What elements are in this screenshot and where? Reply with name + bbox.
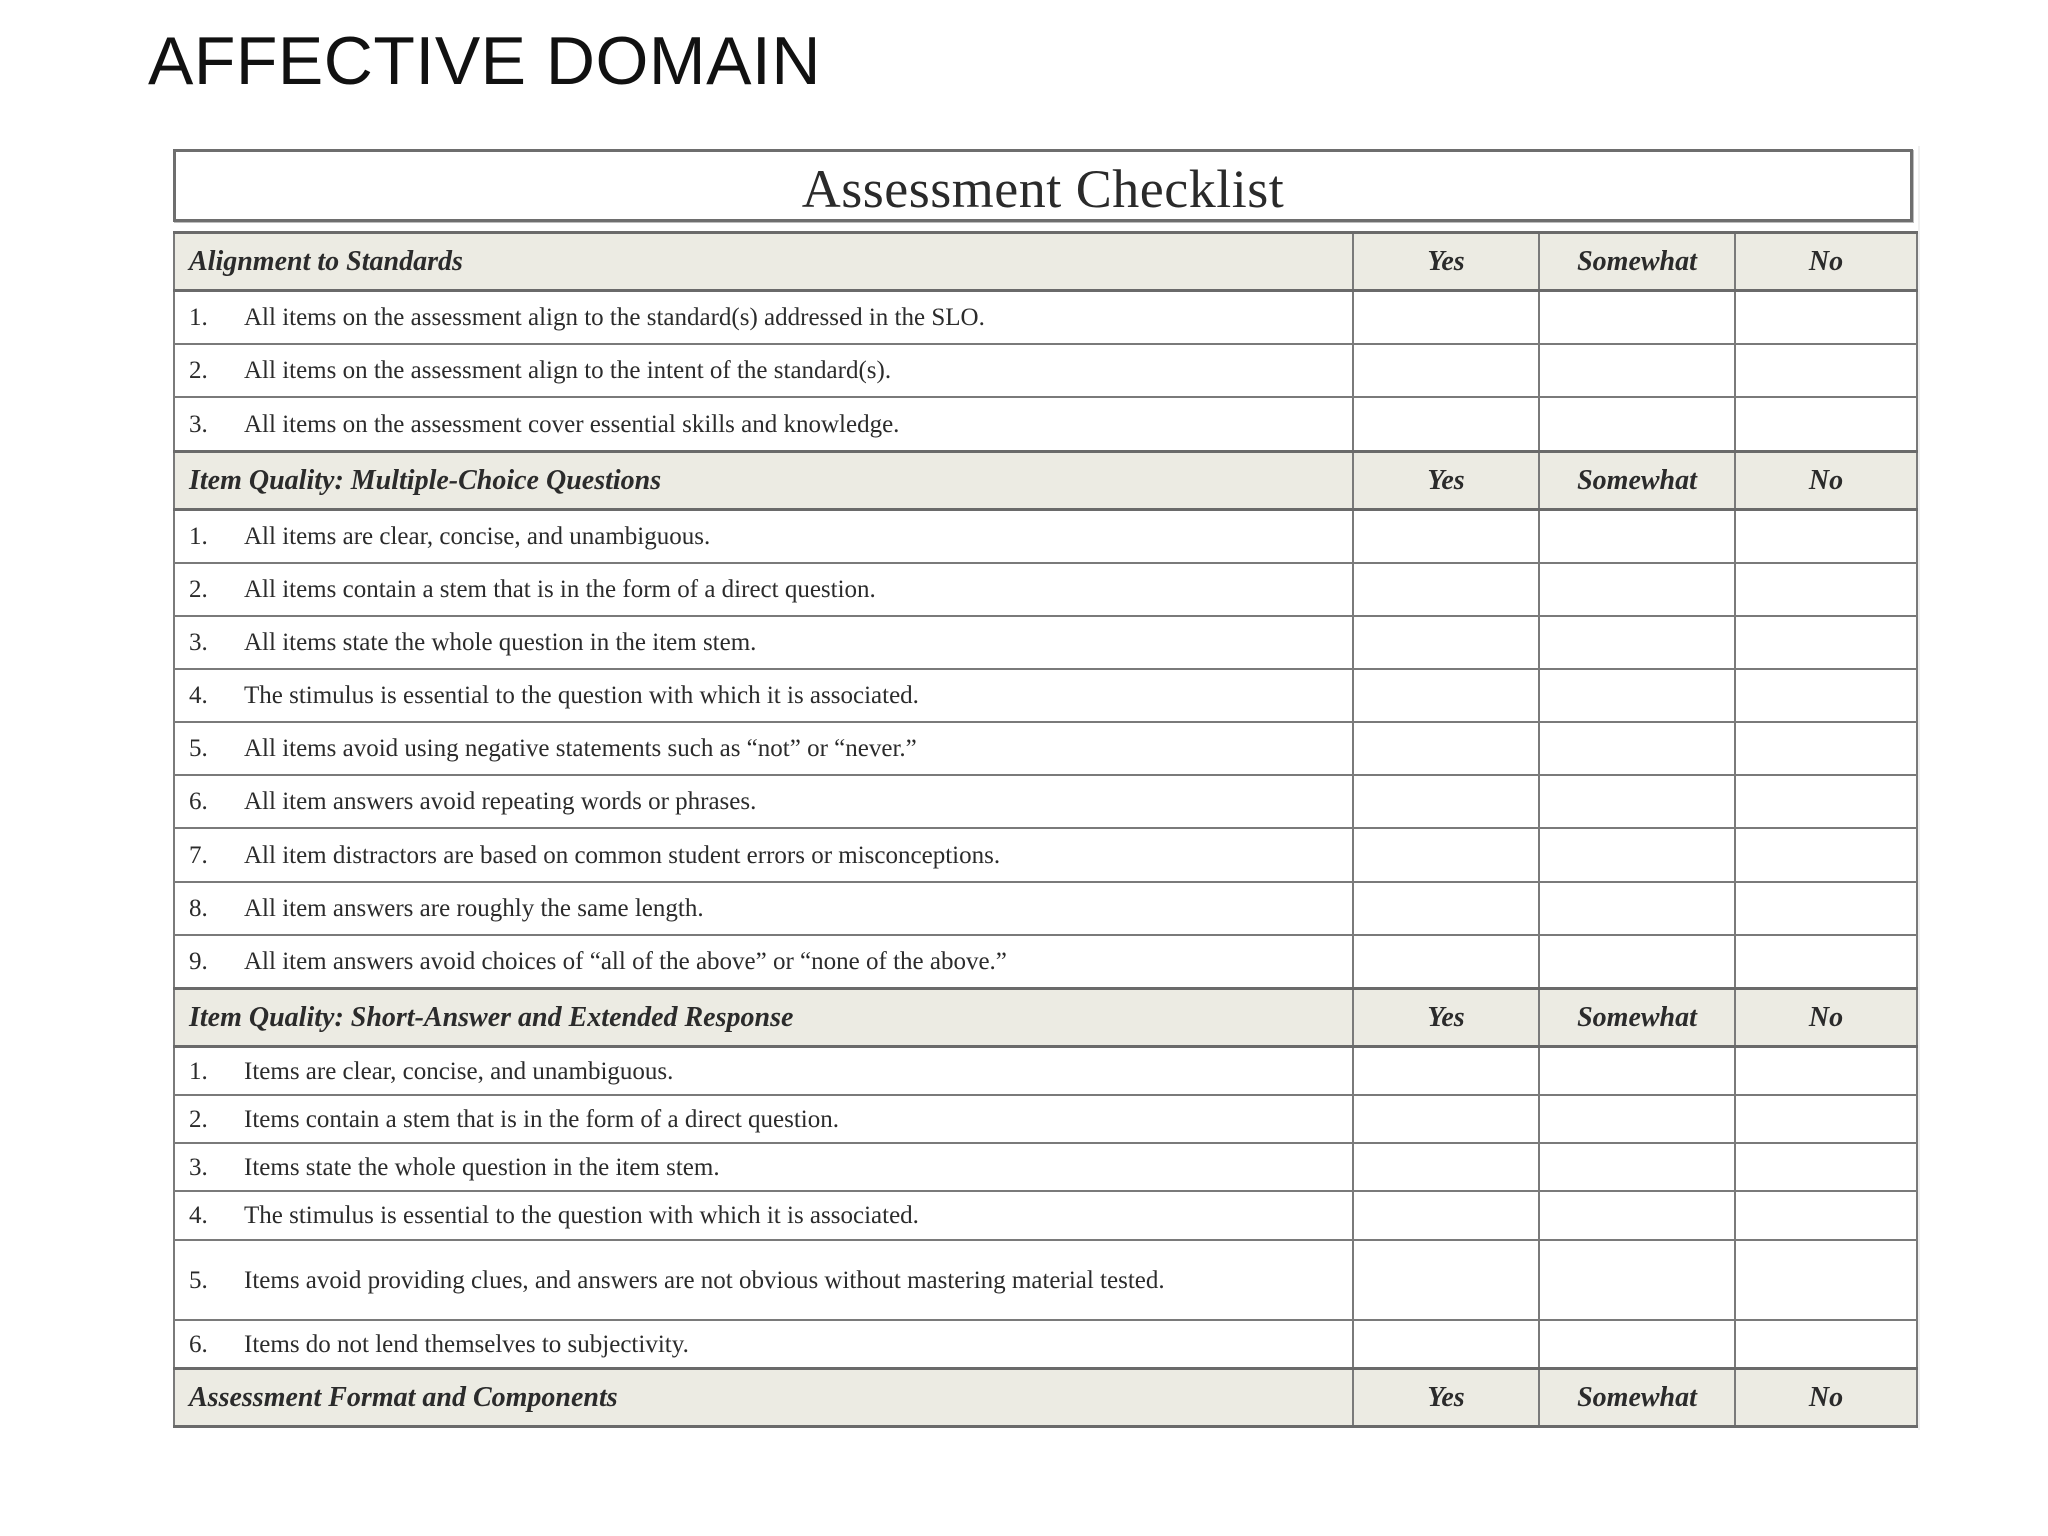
somewhat-check-cell[interactable] [1539,1143,1735,1191]
checklist-item-row [174,1191,1917,1240]
item-number: 3. [189,410,208,438]
yes-check-cell[interactable] [1353,291,1539,345]
checklist-item-row [174,828,1917,882]
checklist-item-row [174,1320,1917,1369]
item-description [174,616,1353,669]
checklist-item-row [174,1095,1917,1143]
item-text: All items on the assessment align to the intent of the standard(s). [244,357,892,384]
yes-check-cell[interactable] [1353,1320,1539,1369]
checklist-item-row [174,882,1917,935]
item-number: 4. [189,682,208,709]
no-check-cell[interactable] [1735,563,1917,616]
yes-check-cell[interactable] [1353,882,1539,935]
item-text: All items contain a stem that is in the form of a direct question. [244,576,876,603]
no-check-cell[interactable] [1735,722,1917,775]
item-number: 2. [189,357,208,384]
column-header-yes: Yes [1353,989,1539,1047]
no-check-cell[interactable] [1735,510,1917,564]
item-description [174,935,1353,989]
checklist-item-row [174,1143,1917,1191]
item-description [174,1095,1353,1143]
assessment-checklist-table [173,231,1918,1428]
somewhat-check-cell[interactable] [1539,775,1735,828]
checklist-item-row [174,291,1917,345]
item-text: Items contain a stem that is in the form of a direct question. [244,1105,839,1133]
item-text: All items are clear, concise, and unambiguous. [244,523,711,550]
section-header [174,233,1917,291]
item-description [174,344,1353,397]
item-text: All item distractors are based on common student errors or misconceptions. [244,841,1001,869]
column-header-somewhat: Somewhat [1539,1369,1735,1427]
somewhat-check-cell[interactable] [1539,1047,1735,1096]
item-number: 9. [189,948,208,975]
no-check-cell[interactable] [1735,935,1917,989]
column-header-yes: Yes [1353,1369,1539,1427]
somewhat-check-cell[interactable] [1539,882,1735,935]
item-number: 4. [189,1202,208,1229]
somewhat-check-cell[interactable] [1539,344,1735,397]
somewhat-check-cell[interactable] [1539,510,1735,564]
checklist-item-row [174,616,1917,669]
no-check-cell[interactable] [1735,616,1917,669]
no-check-cell[interactable] [1735,1047,1917,1096]
item-description [174,775,1353,828]
section-header [174,1369,1917,1427]
checklist-item-row [174,510,1917,564]
no-check-cell[interactable] [1735,1240,1917,1320]
somewhat-check-cell[interactable] [1539,828,1735,882]
yes-check-cell[interactable] [1353,828,1539,882]
yes-check-cell[interactable] [1353,669,1539,722]
item-text: All items on the assessment align to the standard(s) addressed in the SLO. [244,304,985,331]
item-text: All items state the whole question in the item stem. [244,629,757,656]
item-description [174,510,1353,564]
item-text: Items avoid providing clues, and answers are not obvious without mastering material tested. [244,1266,1165,1294]
yes-check-cell[interactable] [1353,510,1539,564]
no-check-cell[interactable] [1735,775,1917,828]
somewhat-check-cell[interactable] [1539,1320,1735,1369]
item-number: 5. [189,735,208,762]
item-number: 7. [189,841,208,869]
item-number: 5. [189,1266,208,1294]
yes-check-cell[interactable] [1353,563,1539,616]
item-text: All item answers avoid choices of “all of the above” or “none of the above.” [244,948,1007,975]
no-check-cell[interactable] [1735,1095,1917,1143]
item-number: 6. [189,788,208,815]
somewhat-check-cell[interactable] [1539,563,1735,616]
checklist-document [170,146,1920,1430]
somewhat-check-cell[interactable] [1539,616,1735,669]
item-number: 3. [189,1153,208,1181]
section-title: Alignment to Standards [174,233,1353,291]
item-number: 2. [189,1105,208,1133]
item-description [174,1191,1353,1240]
item-description [174,291,1353,345]
item-number: 2. [189,576,208,603]
item-text: All items on the assessment cover essential skills and knowledge. [244,410,900,438]
no-check-cell[interactable] [1735,1143,1917,1191]
item-description [174,1240,1353,1320]
no-check-cell[interactable] [1735,669,1917,722]
column-header-yes: Yes [1353,452,1539,510]
checklist-item-row [174,935,1917,989]
somewhat-check-cell[interactable] [1539,1095,1735,1143]
item-description [174,1320,1353,1369]
item-description [174,882,1353,935]
item-number: 1. [189,304,208,331]
somewhat-check-cell[interactable] [1539,291,1735,345]
item-number: 1. [189,1057,208,1085]
item-text: Items are clear, concise, and unambiguous. [244,1057,674,1085]
item-text: The stimulus is essential to the question with which it is associated. [244,682,919,709]
section-title: Assessment Format and Components [174,1369,1353,1427]
checklist-item-row [174,563,1917,616]
yes-check-cell[interactable] [1353,397,1539,452]
item-description [174,1143,1353,1191]
item-text: All item answers are roughly the same length. [244,895,704,922]
somewhat-check-cell[interactable] [1539,1191,1735,1240]
yes-check-cell[interactable] [1353,722,1539,775]
column-header-somewhat: Somewhat [1539,233,1735,291]
somewhat-check-cell[interactable] [1539,935,1735,989]
column-header-no: No [1735,1369,1917,1427]
column-header-no: No [1735,233,1917,291]
checklist-item-row [174,722,1917,775]
somewhat-check-cell[interactable] [1539,1240,1735,1320]
yes-check-cell[interactable] [1353,935,1539,989]
no-check-cell[interactable] [1735,1191,1917,1240]
column-header-somewhat: Somewhat [1539,989,1735,1047]
item-text: The stimulus is essential to the question with which it is associated. [244,1202,919,1229]
column-header-no: No [1735,452,1917,510]
item-description [174,828,1353,882]
checklist-item-row [174,669,1917,722]
yes-check-cell[interactable] [1353,1095,1539,1143]
item-description [174,1047,1353,1096]
no-check-cell[interactable] [1735,397,1917,452]
section-header [174,452,1917,510]
no-check-cell[interactable] [1735,1320,1917,1369]
item-description [174,669,1353,722]
item-description [174,722,1353,775]
yes-check-cell[interactable] [1353,616,1539,669]
item-text: Items do not lend themselves to subjectivity. [244,1330,689,1358]
somewhat-check-cell[interactable] [1539,669,1735,722]
column-header-somewhat: Somewhat [1539,452,1735,510]
yes-check-cell[interactable] [1353,1143,1539,1191]
slide-title: AFFECTIVE DOMAIN [148,23,821,99]
checklist-item-row [174,775,1917,828]
checklist-item-row [174,1047,1917,1096]
item-text: Items state the whole question in the item stem. [244,1153,720,1181]
item-text: All item answers avoid repeating words or phrases. [244,788,757,815]
yes-check-cell[interactable] [1353,1191,1539,1240]
document-title: Assessment Checklist [801,159,1285,219]
no-check-cell[interactable] [1735,291,1917,345]
yes-check-cell[interactable] [1353,775,1539,828]
checklist-item-row [174,397,1917,452]
checklist-item-row [174,1240,1917,1320]
column-header-yes: Yes [1353,233,1539,291]
item-number: 8. [189,895,208,922]
item-text: All items avoid using negative statements such as “not” or “never.” [244,735,917,762]
yes-check-cell[interactable] [1353,344,1539,397]
yes-check-cell[interactable] [1353,1240,1539,1320]
checklist-item-row [174,344,1917,397]
item-number: 6. [189,1330,208,1358]
no-check-cell[interactable] [1735,828,1917,882]
yes-check-cell[interactable] [1353,1047,1539,1096]
item-number: 3. [189,629,208,656]
item-description [174,563,1353,616]
somewhat-check-cell[interactable] [1539,722,1735,775]
no-check-cell[interactable] [1735,344,1917,397]
section-title: Item Quality: Multiple-Choice Questions [174,452,1353,510]
document-title-box [173,149,1913,222]
item-description [174,397,1353,452]
somewhat-check-cell[interactable] [1539,397,1735,452]
no-check-cell[interactable] [1735,882,1917,935]
section-header [174,989,1917,1047]
column-header-no: No [1735,989,1917,1047]
section-title: Item Quality: Short-Answer and Extended Response [174,989,1353,1047]
item-number: 1. [189,523,208,550]
